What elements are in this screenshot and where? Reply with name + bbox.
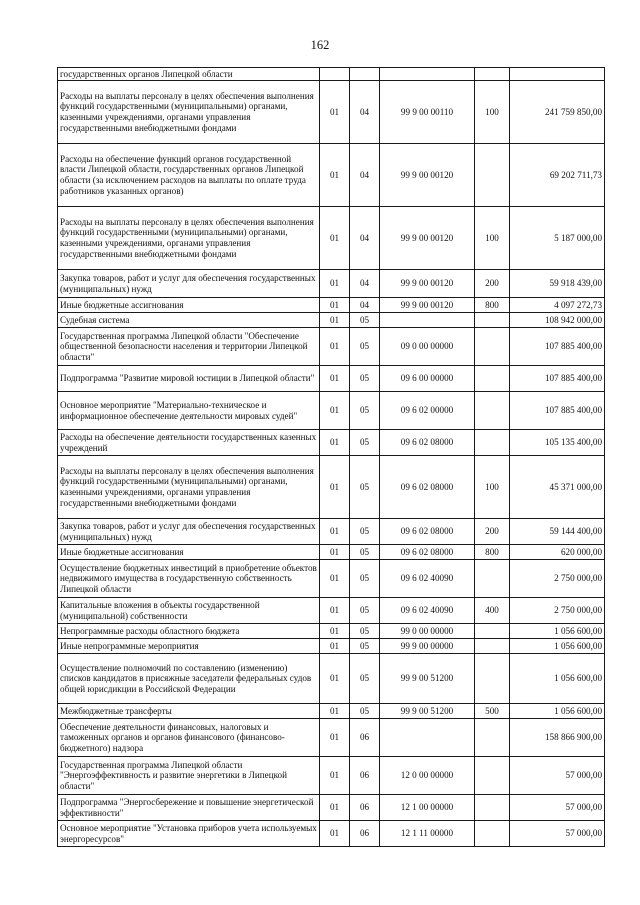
subsection-code-cell: 05: [350, 519, 380, 545]
row-name-cell: Государственная программа Липецкой области "Энергоэффективность и развитие энергетики в Липецкой области": [58, 757, 320, 795]
section-code-cell: 01: [320, 560, 350, 598]
expense-type-code-cell: [475, 757, 510, 795]
target-article-code-cell: 99 9 00 00120: [380, 207, 475, 270]
expense-type-code-cell: [475, 560, 510, 598]
amount-cell: [510, 68, 605, 81]
amount-cell: 57 000,00: [510, 821, 605, 847]
section-code-cell: 01: [320, 821, 350, 847]
section-code-cell: 01: [320, 624, 350, 639]
row-name-cell: Иные непрограммные мероприятия: [58, 639, 320, 654]
section-code-cell: 01: [320, 795, 350, 821]
expense-type-code-cell: 200: [475, 270, 510, 298]
table-row: [58, 68, 605, 81]
budget-table: [57, 67, 605, 847]
expense-type-code-cell: [475, 624, 510, 639]
table-row: [58, 795, 605, 821]
section-code-cell: 01: [320, 207, 350, 270]
table-row: [58, 313, 605, 328]
target-article-code-cell: 09 6 02 08000: [380, 519, 475, 545]
target-article-code-cell: [380, 719, 475, 757]
table-row: [58, 719, 605, 757]
budget-table-body: [58, 68, 605, 847]
row-name-cell: государственных органов Липецкой области: [58, 68, 320, 81]
expense-type-code-cell: [475, 430, 510, 456]
table-row: [58, 704, 605, 719]
table-row: [58, 298, 605, 313]
amount-cell: 105 135 400,00: [510, 430, 605, 456]
section-code-cell: [320, 68, 350, 81]
table-row: [58, 270, 605, 298]
subsection-code-cell: [350, 68, 380, 81]
row-name-cell: Осуществление полномочий по составлению (изменению) списков кандидатов в присяжные заседатели федеральных судов общей юрисдикции в Российской Федерации: [58, 654, 320, 704]
amount-cell: 107 885 400,00: [510, 392, 605, 430]
table-row: [58, 519, 605, 545]
subsection-code-cell: 05: [350, 654, 380, 704]
row-name-cell: Расходы на обеспечение деятельности государственных казенных учреждений: [58, 430, 320, 456]
table-row: [58, 560, 605, 598]
subsection-code-cell: 05: [350, 456, 380, 519]
target-article-code-cell: 99 9 00 00120: [380, 144, 475, 207]
subsection-code-cell: 05: [350, 392, 380, 430]
expense-type-code-cell: 100: [475, 207, 510, 270]
row-name-cell: Непрограммные расходы областного бюджета: [58, 624, 320, 639]
row-name-cell: Закупка товаров, работ и услуг для обеспечения государственных (муниципальных) нужд: [58, 270, 320, 298]
section-code-cell: 01: [320, 430, 350, 456]
expense-type-code-cell: [475, 328, 510, 366]
row-name-cell: Расходы на выплаты персоналу в целях обеспечения выполнения функций государственными (муниципальными) органами, казенными учреждениями, органами управления государственными внебюджетными фондами: [58, 456, 320, 519]
expense-type-code-cell: [475, 639, 510, 654]
target-article-code-cell: 09 6 02 40090: [380, 598, 475, 624]
expense-type-code-cell: [475, 392, 510, 430]
target-article-code-cell: [380, 68, 475, 81]
target-article-code-cell: [380, 313, 475, 328]
table-row: [58, 456, 605, 519]
subsection-code-cell: 06: [350, 821, 380, 847]
amount-cell: 107 885 400,00: [510, 328, 605, 366]
target-article-code-cell: 12 0 00 00000: [380, 757, 475, 795]
target-article-code-cell: 09 6 02 40090: [380, 560, 475, 598]
section-code-cell: 01: [320, 519, 350, 545]
subsection-code-cell: 04: [350, 207, 380, 270]
section-code-cell: 01: [320, 545, 350, 560]
expense-type-code-cell: [475, 366, 510, 392]
row-name-cell: Государственная программа Липецкой области "Обеспечение общественной безопасности населения и территории Липецкой области": [58, 328, 320, 366]
amount-cell: 2 750 000,00: [510, 598, 605, 624]
expense-type-code-cell: [475, 144, 510, 207]
target-article-code-cell: 09 0 00 00000: [380, 328, 475, 366]
row-name-cell: Обеспечение деятельности финансовых, налоговых и таможенных органов и органов финансового (финансово-бюджетного) надзора: [58, 719, 320, 757]
subsection-code-cell: 05: [350, 624, 380, 639]
expense-type-code-cell: 800: [475, 298, 510, 313]
table-row: [58, 392, 605, 430]
amount-cell: 107 885 400,00: [510, 366, 605, 392]
subsection-code-cell: 05: [350, 560, 380, 598]
target-article-code-cell: 09 6 02 08000: [380, 430, 475, 456]
amount-cell: 108 942 000,00: [510, 313, 605, 328]
subsection-code-cell: 04: [350, 81, 380, 144]
row-name-cell: Иные бюджетные ассигнования: [58, 298, 320, 313]
subsection-code-cell: 04: [350, 270, 380, 298]
row-name-cell: Основное мероприятие "Материально-техническое и информационное обеспечение деятельности мировых судей": [58, 392, 320, 430]
table-row: [58, 545, 605, 560]
amount-cell: 620 000,00: [510, 545, 605, 560]
target-article-code-cell: 99 9 00 00120: [380, 270, 475, 298]
expense-type-code-cell: 400: [475, 598, 510, 624]
section-code-cell: 01: [320, 366, 350, 392]
amount-cell: 241 759 850,00: [510, 81, 605, 144]
amount-cell: 57 000,00: [510, 795, 605, 821]
expense-type-code-cell: [475, 313, 510, 328]
target-article-code-cell: 99 9 00 51200: [380, 654, 475, 704]
expense-type-code-cell: 500: [475, 704, 510, 719]
subsection-code-cell: 05: [350, 545, 380, 560]
table-row: [58, 639, 605, 654]
amount-cell: 45 371 000,00: [510, 456, 605, 519]
table-row: [58, 144, 605, 207]
amount-cell: 1 056 600,00: [510, 624, 605, 639]
target-article-code-cell: 99 9 00 00120: [380, 298, 475, 313]
section-code-cell: 01: [320, 639, 350, 654]
table-row: [58, 366, 605, 392]
amount-cell: 1 056 600,00: [510, 704, 605, 719]
subsection-code-cell: 04: [350, 298, 380, 313]
section-code-cell: 01: [320, 392, 350, 430]
target-article-code-cell: 99 9 00 00000: [380, 639, 475, 654]
target-article-code-cell: 99 0 00 00000: [380, 624, 475, 639]
row-name-cell: Иные бюджетные ассигнования: [58, 545, 320, 560]
row-name-cell: Основное мероприятие "Установка приборов учета используемых энергоресурсов": [58, 821, 320, 847]
page-number: 162: [310, 38, 330, 52]
subsection-code-cell: 05: [350, 598, 380, 624]
expense-type-code-cell: [475, 654, 510, 704]
row-name-cell: Судебная система: [58, 313, 320, 328]
amount-cell: 4 097 272,73: [510, 298, 605, 313]
section-code-cell: 01: [320, 298, 350, 313]
expense-type-code-cell: 100: [475, 81, 510, 144]
subsection-code-cell: 06: [350, 719, 380, 757]
amount-cell: 59 918 439,00: [510, 270, 605, 298]
table-row: [58, 598, 605, 624]
amount-cell: 1 056 600,00: [510, 654, 605, 704]
section-code-cell: 01: [320, 270, 350, 298]
subsection-code-cell: 05: [350, 366, 380, 392]
row-name-cell: Закупка товаров, работ и услуг для обеспечения государственных (муниципальных) нужд: [58, 519, 320, 545]
amount-cell: 5 187 000,00: [510, 207, 605, 270]
amount-cell: 2 750 000,00: [510, 560, 605, 598]
row-name-cell: Расходы на выплаты персоналу в целях обеспечения выполнения функций государственными (муниципальными) органами, казенными учреждениями, органами управления государственными внебюджетными фондами: [58, 207, 320, 270]
amount-cell: 57 000,00: [510, 757, 605, 795]
row-name-cell: Подпрограмма "Развитие мировой юстиции в Липецкой области": [58, 366, 320, 392]
section-code-cell: 01: [320, 598, 350, 624]
section-code-cell: 01: [320, 328, 350, 366]
subsection-code-cell: 06: [350, 757, 380, 795]
row-name-cell: Межбюджетные трансферты: [58, 704, 320, 719]
target-article-code-cell: 12 1 11 00000: [380, 821, 475, 847]
expense-type-code-cell: [475, 68, 510, 81]
amount-cell: 69 202 711,73: [510, 144, 605, 207]
section-code-cell: 01: [320, 757, 350, 795]
section-code-cell: 01: [320, 81, 350, 144]
expense-type-code-cell: [475, 719, 510, 757]
target-article-code-cell: 09 6 02 08000: [380, 456, 475, 519]
table-row: [58, 328, 605, 366]
subsection-code-cell: 05: [350, 430, 380, 456]
target-article-code-cell: 09 6 02 00000: [380, 392, 475, 430]
amount-cell: 1 056 600,00: [510, 639, 605, 654]
subsection-code-cell: 06: [350, 795, 380, 821]
section-code-cell: 01: [320, 144, 350, 207]
target-article-code-cell: 99 9 00 51200: [380, 704, 475, 719]
section-code-cell: 01: [320, 719, 350, 757]
table-row: [58, 624, 605, 639]
row-name-cell: Осуществление бюджетных инвестиций в приобретение объектов недвижимого имущества в государственную собственность Липецкой области: [58, 560, 320, 598]
table-row: [58, 207, 605, 270]
table-row: [58, 81, 605, 144]
table-row: [58, 757, 605, 795]
section-code-cell: 01: [320, 313, 350, 328]
section-code-cell: 01: [320, 456, 350, 519]
row-name-cell: Капитальные вложения в объекты государственной (муниципальной) собственности: [58, 598, 320, 624]
target-article-code-cell: 09 6 02 08000: [380, 545, 475, 560]
section-code-cell: 01: [320, 654, 350, 704]
target-article-code-cell: 12 1 00 00000: [380, 795, 475, 821]
section-code-cell: 01: [320, 704, 350, 719]
row-name-cell: Расходы на выплаты персоналу в целях обеспечения выполнения функций государственными (муниципальными) органами, казенными учреждениями, органами управления государственными внебюджетными фондами: [58, 81, 320, 144]
target-article-code-cell: 99 9 00 00110: [380, 81, 475, 144]
subsection-code-cell: 05: [350, 313, 380, 328]
table-row: [58, 430, 605, 456]
subsection-code-cell: 05: [350, 639, 380, 654]
row-name-cell: Расходы на обеспечение функций органов государственной власти Липецкой области, государственных органов Липецкой области (за исключением расходов на выплаты по оплате труда работников указанных органов): [58, 144, 320, 207]
expense-type-code-cell: 100: [475, 456, 510, 519]
subsection-code-cell: 05: [350, 328, 380, 366]
subsection-code-cell: 04: [350, 144, 380, 207]
amount-cell: 59 144 400,00: [510, 519, 605, 545]
expense-type-code-cell: 200: [475, 519, 510, 545]
target-article-code-cell: 09 6 00 00000: [380, 366, 475, 392]
expense-type-code-cell: [475, 795, 510, 821]
expense-type-code-cell: [475, 821, 510, 847]
expense-type-code-cell: 800: [475, 545, 510, 560]
row-name-cell: Подпрограмма "Энергосбережение и повышение энергетической эффективности": [58, 795, 320, 821]
table-row: [58, 821, 605, 847]
subsection-code-cell: 05: [350, 704, 380, 719]
table-row: [58, 654, 605, 704]
amount-cell: 158 866 900,00: [510, 719, 605, 757]
